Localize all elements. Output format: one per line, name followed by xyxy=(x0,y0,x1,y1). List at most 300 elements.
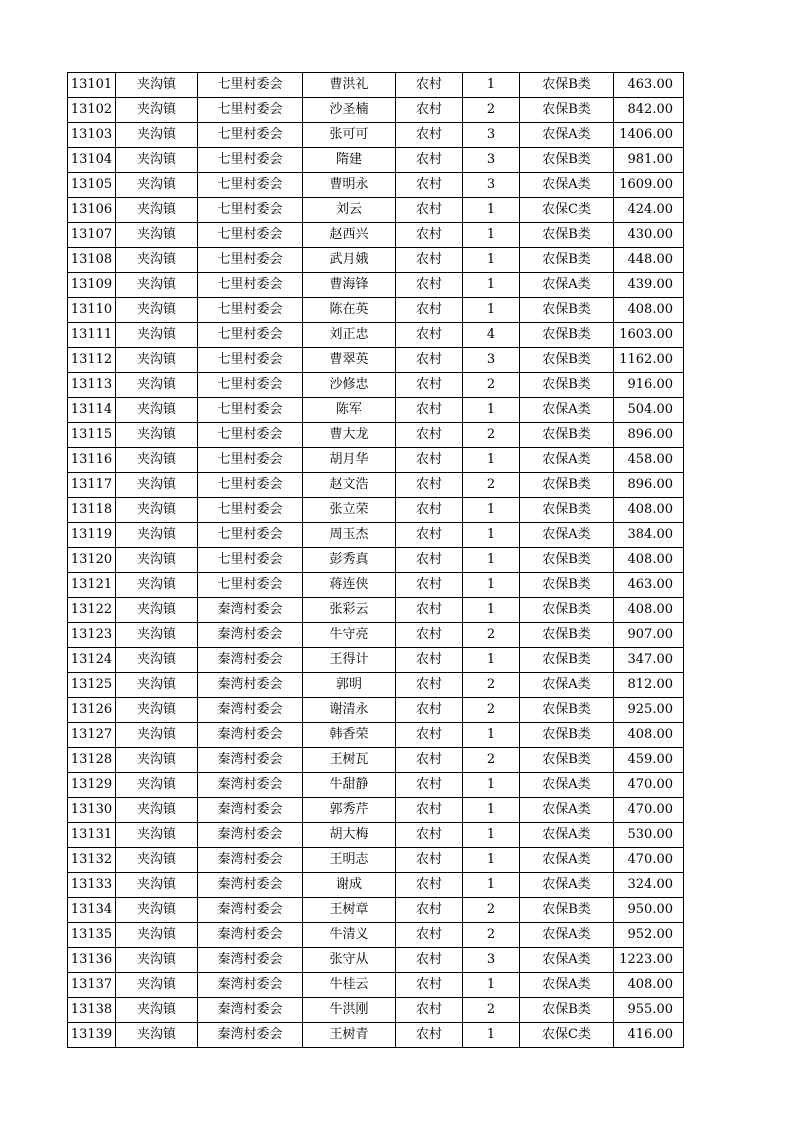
insurance-class-cell: 农保B类 xyxy=(520,473,614,498)
insurance-class-cell: 农保A类 xyxy=(520,523,614,548)
table-row xyxy=(68,448,684,473)
insurance-class-cell: 农保A类 xyxy=(520,173,614,198)
name-cell: 赵西兴 xyxy=(303,223,396,248)
village-committee-cell: 秦湾村委会 xyxy=(198,773,303,798)
name-cell: 王树瓦 xyxy=(303,748,396,773)
person-count-cell: 1 xyxy=(463,798,520,823)
record-number-cell: 13121 xyxy=(68,573,116,598)
village-committee-cell: 七里村委会 xyxy=(198,73,303,98)
village-committee-cell: 七里村委会 xyxy=(198,373,303,398)
name-cell: 张彩云 xyxy=(303,598,396,623)
household-type-cell: 农村 xyxy=(396,723,463,748)
amount-cell: 952.00 xyxy=(614,923,684,948)
insurance-class-cell: 农保B类 xyxy=(520,498,614,523)
name-cell: 沙圣楠 xyxy=(303,98,396,123)
record-number-cell: 13102 xyxy=(68,98,116,123)
record-number-cell: 13123 xyxy=(68,623,116,648)
person-count-cell: 2 xyxy=(463,473,520,498)
household-type-cell: 农村 xyxy=(396,98,463,123)
village-committee-cell: 七里村委会 xyxy=(198,448,303,473)
name-cell: 沙修忠 xyxy=(303,373,396,398)
amount-cell: 439.00 xyxy=(614,273,684,298)
village-committee-cell: 七里村委会 xyxy=(198,98,303,123)
name-cell: 彭秀真 xyxy=(303,548,396,573)
household-type-cell: 农村 xyxy=(396,573,463,598)
village-committee-cell: 秦湾村委会 xyxy=(198,623,303,648)
record-number-cell: 13114 xyxy=(68,398,116,423)
household-type-cell: 农村 xyxy=(396,423,463,448)
household-type-cell: 农村 xyxy=(396,998,463,1023)
village-committee-cell: 七里村委会 xyxy=(198,148,303,173)
record-number-cell: 13133 xyxy=(68,873,116,898)
village-committee-cell: 七里村委会 xyxy=(198,198,303,223)
household-type-cell: 农村 xyxy=(396,523,463,548)
household-type-cell: 农村 xyxy=(396,773,463,798)
village-committee-cell: 秦湾村委会 xyxy=(198,823,303,848)
table-row xyxy=(68,798,684,823)
record-number-cell: 13126 xyxy=(68,698,116,723)
insurance-class-cell: 农保B类 xyxy=(520,723,614,748)
name-cell: 牛守亮 xyxy=(303,623,396,648)
amount-cell: 347.00 xyxy=(614,648,684,673)
person-count-cell: 2 xyxy=(463,748,520,773)
table-row xyxy=(68,573,684,598)
name-cell: 王明志 xyxy=(303,848,396,873)
amount-cell: 955.00 xyxy=(614,998,684,1023)
village-committee-cell: 七里村委会 xyxy=(198,248,303,273)
record-number-cell: 13138 xyxy=(68,998,116,1023)
table-row xyxy=(68,998,684,1023)
village-committee-cell: 秦湾村委会 xyxy=(198,973,303,998)
name-cell: 蒋连侠 xyxy=(303,573,396,598)
record-number-cell: 13105 xyxy=(68,173,116,198)
name-cell: 陈军 xyxy=(303,398,396,423)
record-number-cell: 13131 xyxy=(68,823,116,848)
name-cell: 曹海锋 xyxy=(303,273,396,298)
person-count-cell: 2 xyxy=(463,923,520,948)
table-row xyxy=(68,1023,684,1048)
record-number-cell: 13122 xyxy=(68,598,116,623)
table-body xyxy=(68,73,684,1048)
household-type-cell: 农村 xyxy=(396,173,463,198)
amount-cell: 324.00 xyxy=(614,873,684,898)
name-cell: 王树章 xyxy=(303,898,396,923)
record-number-cell: 13108 xyxy=(68,248,116,273)
town-cell: 夹沟镇 xyxy=(116,298,198,323)
amount-cell: 812.00 xyxy=(614,673,684,698)
amount-cell: 430.00 xyxy=(614,223,684,248)
person-count-cell: 1 xyxy=(463,773,520,798)
table-row xyxy=(68,323,684,348)
record-number-cell: 13124 xyxy=(68,648,116,673)
town-cell: 夹沟镇 xyxy=(116,873,198,898)
person-count-cell: 1 xyxy=(463,273,520,298)
household-type-cell: 农村 xyxy=(396,298,463,323)
insurance-class-cell: 农保A类 xyxy=(520,123,614,148)
insurance-class-cell: 农保B类 xyxy=(520,323,614,348)
household-type-cell: 农村 xyxy=(396,198,463,223)
insurance-class-cell: 农保A类 xyxy=(520,448,614,473)
person-count-cell: 2 xyxy=(463,898,520,923)
household-type-cell: 农村 xyxy=(396,248,463,273)
record-number-cell: 13112 xyxy=(68,348,116,373)
record-number-cell: 13137 xyxy=(68,973,116,998)
table-row xyxy=(68,148,684,173)
table-row xyxy=(68,423,684,448)
insurance-class-cell: 农保C类 xyxy=(520,198,614,223)
table-row xyxy=(68,948,684,973)
village-committee-cell: 秦湾村委会 xyxy=(198,723,303,748)
table-row xyxy=(68,373,684,398)
record-number-cell: 13118 xyxy=(68,498,116,523)
village-committee-cell: 秦湾村委会 xyxy=(198,698,303,723)
household-type-cell: 农村 xyxy=(396,473,463,498)
village-committee-cell: 七里村委会 xyxy=(198,523,303,548)
amount-cell: 408.00 xyxy=(614,498,684,523)
household-type-cell: 农村 xyxy=(396,898,463,923)
village-committee-cell: 七里村委会 xyxy=(198,423,303,448)
table-row xyxy=(68,223,684,248)
record-number-cell: 13109 xyxy=(68,273,116,298)
town-cell: 夹沟镇 xyxy=(116,173,198,198)
record-number-cell: 13117 xyxy=(68,473,116,498)
name-cell: 刘正忠 xyxy=(303,323,396,348)
name-cell: 牛桂云 xyxy=(303,973,396,998)
table-row xyxy=(68,848,684,873)
person-count-cell: 2 xyxy=(463,423,520,448)
table-row xyxy=(68,823,684,848)
name-cell: 周玉杰 xyxy=(303,523,396,548)
village-committee-cell: 七里村委会 xyxy=(198,173,303,198)
town-cell: 夹沟镇 xyxy=(116,848,198,873)
village-committee-cell: 七里村委会 xyxy=(198,123,303,148)
town-cell: 夹沟镇 xyxy=(116,473,198,498)
name-cell: 曹洪礼 xyxy=(303,73,396,98)
table-row xyxy=(68,398,684,423)
insurance-class-cell: 农保B类 xyxy=(520,698,614,723)
household-type-cell: 农村 xyxy=(396,498,463,523)
record-number-cell: 13135 xyxy=(68,923,116,948)
table-row xyxy=(68,348,684,373)
village-committee-cell: 七里村委会 xyxy=(198,223,303,248)
town-cell: 夹沟镇 xyxy=(116,398,198,423)
insurance-class-cell: 农保B类 xyxy=(520,648,614,673)
amount-cell: 925.00 xyxy=(614,698,684,723)
amount-cell: 458.00 xyxy=(614,448,684,473)
village-committee-cell: 秦湾村委会 xyxy=(198,798,303,823)
person-count-cell: 2 xyxy=(463,373,520,398)
town-cell: 夹沟镇 xyxy=(116,998,198,1023)
town-cell: 夹沟镇 xyxy=(116,323,198,348)
village-committee-cell: 秦湾村委会 xyxy=(198,598,303,623)
insurance-class-cell: 农保B类 xyxy=(520,248,614,273)
record-number-cell: 13110 xyxy=(68,298,116,323)
insurance-class-cell: 农保B类 xyxy=(520,548,614,573)
household-type-cell: 农村 xyxy=(396,673,463,698)
person-count-cell: 1 xyxy=(463,298,520,323)
amount-cell: 1223.00 xyxy=(614,948,684,973)
household-type-cell: 农村 xyxy=(396,698,463,723)
insurance-class-cell: 农保B类 xyxy=(520,623,614,648)
household-type-cell: 农村 xyxy=(396,648,463,673)
record-number-cell: 13127 xyxy=(68,723,116,748)
person-count-cell: 3 xyxy=(463,148,520,173)
amount-cell: 408.00 xyxy=(614,973,684,998)
village-committee-cell: 七里村委会 xyxy=(198,398,303,423)
amount-cell: 470.00 xyxy=(614,798,684,823)
name-cell: 胡月华 xyxy=(303,448,396,473)
person-count-cell: 1 xyxy=(463,498,520,523)
person-count-cell: 2 xyxy=(463,623,520,648)
record-number-cell: 13113 xyxy=(68,373,116,398)
amount-cell: 1603.00 xyxy=(614,323,684,348)
household-type-cell: 农村 xyxy=(396,148,463,173)
name-cell: 胡大梅 xyxy=(303,823,396,848)
insurance-class-cell: 农保A类 xyxy=(520,873,614,898)
household-type-cell: 农村 xyxy=(396,323,463,348)
name-cell: 谢成 xyxy=(303,873,396,898)
household-type-cell: 农村 xyxy=(396,348,463,373)
household-type-cell: 农村 xyxy=(396,873,463,898)
name-cell: 牛洪刚 xyxy=(303,998,396,1023)
amount-cell: 408.00 xyxy=(614,723,684,748)
person-count-cell: 1 xyxy=(463,448,520,473)
name-cell: 曹明永 xyxy=(303,173,396,198)
town-cell: 夹沟镇 xyxy=(116,423,198,448)
name-cell: 牛甜静 xyxy=(303,773,396,798)
record-number-cell: 13101 xyxy=(68,73,116,98)
name-cell: 韩香荣 xyxy=(303,723,396,748)
table-row xyxy=(68,773,684,798)
amount-cell: 1609.00 xyxy=(614,173,684,198)
household-type-cell: 农村 xyxy=(396,73,463,98)
name-cell: 张立荣 xyxy=(303,498,396,523)
insurance-class-cell: 农保B类 xyxy=(520,298,614,323)
person-count-cell: 1 xyxy=(463,973,520,998)
town-cell: 夹沟镇 xyxy=(116,698,198,723)
person-count-cell: 1 xyxy=(463,848,520,873)
person-count-cell: 1 xyxy=(463,398,520,423)
person-count-cell: 2 xyxy=(463,673,520,698)
table-row xyxy=(68,548,684,573)
insurance-class-cell: 农保B类 xyxy=(520,73,614,98)
person-count-cell: 2 xyxy=(463,98,520,123)
name-cell: 赵文浩 xyxy=(303,473,396,498)
amount-cell: 384.00 xyxy=(614,523,684,548)
amount-cell: 916.00 xyxy=(614,373,684,398)
town-cell: 夹沟镇 xyxy=(116,373,198,398)
village-committee-cell: 秦湾村委会 xyxy=(198,948,303,973)
village-committee-cell: 七里村委会 xyxy=(198,348,303,373)
town-cell: 夹沟镇 xyxy=(116,198,198,223)
table-row xyxy=(68,173,684,198)
household-type-cell: 农村 xyxy=(396,973,463,998)
town-cell: 夹沟镇 xyxy=(116,673,198,698)
insurance-class-cell: 农保A类 xyxy=(520,273,614,298)
village-committee-cell: 七里村委会 xyxy=(198,273,303,298)
person-count-cell: 3 xyxy=(463,173,520,198)
town-cell: 夹沟镇 xyxy=(116,248,198,273)
insurance-class-cell: 农保B类 xyxy=(520,598,614,623)
town-cell: 夹沟镇 xyxy=(116,448,198,473)
insurance-class-cell: 农保A类 xyxy=(520,673,614,698)
record-number-cell: 13115 xyxy=(68,423,116,448)
name-cell: 刘云 xyxy=(303,198,396,223)
household-type-cell: 农村 xyxy=(396,373,463,398)
amount-cell: 1406.00 xyxy=(614,123,684,148)
table-row xyxy=(68,623,684,648)
town-cell: 夹沟镇 xyxy=(116,1023,198,1048)
town-cell: 夹沟镇 xyxy=(116,598,198,623)
record-number-cell: 13106 xyxy=(68,198,116,223)
table-row xyxy=(68,673,684,698)
insurance-class-cell: 农保B类 xyxy=(520,998,614,1023)
insurance-class-cell: 农保B类 xyxy=(520,148,614,173)
insurance-class-cell: 农保B类 xyxy=(520,373,614,398)
insurance-class-cell: 农保A类 xyxy=(520,923,614,948)
village-committee-cell: 七里村委会 xyxy=(198,573,303,598)
record-number-cell: 13120 xyxy=(68,548,116,573)
amount-cell: 530.00 xyxy=(614,823,684,848)
household-type-cell: 农村 xyxy=(396,398,463,423)
household-type-cell: 农村 xyxy=(396,948,463,973)
record-number-cell: 13129 xyxy=(68,773,116,798)
amount-cell: 907.00 xyxy=(614,623,684,648)
table-row xyxy=(68,923,684,948)
village-committee-cell: 秦湾村委会 xyxy=(198,998,303,1023)
table-row xyxy=(68,598,684,623)
household-type-cell: 农村 xyxy=(396,1023,463,1048)
household-type-cell: 农村 xyxy=(396,548,463,573)
insurance-class-cell: 农保B类 xyxy=(520,223,614,248)
amount-cell: 470.00 xyxy=(614,848,684,873)
insurance-class-cell: 农保B类 xyxy=(520,348,614,373)
table-row xyxy=(68,248,684,273)
amount-cell: 459.00 xyxy=(614,748,684,773)
name-cell: 曹翠英 xyxy=(303,348,396,373)
name-cell: 王得计 xyxy=(303,648,396,673)
person-count-cell: 1 xyxy=(463,1023,520,1048)
amount-cell: 981.00 xyxy=(614,148,684,173)
town-cell: 夹沟镇 xyxy=(116,98,198,123)
town-cell: 夹沟镇 xyxy=(116,123,198,148)
name-cell: 隋建 xyxy=(303,148,396,173)
record-number-cell: 13134 xyxy=(68,898,116,923)
amount-cell: 470.00 xyxy=(614,773,684,798)
household-type-cell: 农村 xyxy=(396,848,463,873)
insurance-class-cell: 农保A类 xyxy=(520,773,614,798)
record-number-cell: 13139 xyxy=(68,1023,116,1048)
table-row xyxy=(68,473,684,498)
table-row xyxy=(68,698,684,723)
person-count-cell: 1 xyxy=(463,198,520,223)
town-cell: 夹沟镇 xyxy=(116,948,198,973)
table-row xyxy=(68,748,684,773)
household-type-cell: 农村 xyxy=(396,748,463,773)
name-cell: 王树青 xyxy=(303,1023,396,1048)
record-number-cell: 13116 xyxy=(68,448,116,473)
name-cell: 张可可 xyxy=(303,123,396,148)
person-count-cell: 4 xyxy=(463,323,520,348)
town-cell: 夹沟镇 xyxy=(116,348,198,373)
amount-cell: 842.00 xyxy=(614,98,684,123)
amount-cell: 463.00 xyxy=(614,73,684,98)
name-cell: 谢清永 xyxy=(303,698,396,723)
town-cell: 夹沟镇 xyxy=(116,748,198,773)
person-count-cell: 1 xyxy=(463,823,520,848)
table-row xyxy=(68,98,684,123)
amount-cell: 1162.00 xyxy=(614,348,684,373)
name-cell: 武月娥 xyxy=(303,248,396,273)
record-number-cell: 13130 xyxy=(68,798,116,823)
record-number-cell: 13103 xyxy=(68,123,116,148)
person-count-cell: 3 xyxy=(463,123,520,148)
insurance-class-cell: 农保A类 xyxy=(520,823,614,848)
record-number-cell: 13111 xyxy=(68,323,116,348)
village-committee-cell: 秦湾村委会 xyxy=(198,923,303,948)
person-count-cell: 1 xyxy=(463,723,520,748)
table-row xyxy=(68,273,684,298)
household-type-cell: 农村 xyxy=(396,598,463,623)
town-cell: 夹沟镇 xyxy=(116,273,198,298)
household-type-cell: 农村 xyxy=(396,798,463,823)
village-committee-cell: 七里村委会 xyxy=(198,298,303,323)
household-type-cell: 农村 xyxy=(396,923,463,948)
town-cell: 夹沟镇 xyxy=(116,973,198,998)
record-number-cell: 13125 xyxy=(68,673,116,698)
amount-cell: 504.00 xyxy=(614,398,684,423)
town-cell: 夹沟镇 xyxy=(116,573,198,598)
town-cell: 夹沟镇 xyxy=(116,723,198,748)
insurance-class-cell: 农保B类 xyxy=(520,423,614,448)
record-number-cell: 13136 xyxy=(68,948,116,973)
town-cell: 夹沟镇 xyxy=(116,223,198,248)
insurance-class-cell: 农保A类 xyxy=(520,398,614,423)
record-number-cell: 13107 xyxy=(68,223,116,248)
town-cell: 夹沟镇 xyxy=(116,73,198,98)
village-committee-cell: 秦湾村委会 xyxy=(198,848,303,873)
town-cell: 夹沟镇 xyxy=(116,548,198,573)
amount-cell: 463.00 xyxy=(614,573,684,598)
amount-cell: 950.00 xyxy=(614,898,684,923)
town-cell: 夹沟镇 xyxy=(116,773,198,798)
village-committee-cell: 七里村委会 xyxy=(198,548,303,573)
person-count-cell: 1 xyxy=(463,73,520,98)
household-type-cell: 农村 xyxy=(396,448,463,473)
household-type-cell: 农村 xyxy=(396,273,463,298)
table-row xyxy=(68,298,684,323)
person-count-cell: 1 xyxy=(463,873,520,898)
amount-cell: 424.00 xyxy=(614,198,684,223)
village-committee-cell: 七里村委会 xyxy=(198,323,303,348)
table-row xyxy=(68,123,684,148)
amount-cell: 408.00 xyxy=(614,598,684,623)
table-row xyxy=(68,973,684,998)
insurance-class-cell: 农保A类 xyxy=(520,948,614,973)
person-count-cell: 1 xyxy=(463,598,520,623)
village-committee-cell: 七里村委会 xyxy=(198,498,303,523)
town-cell: 夹沟镇 xyxy=(116,523,198,548)
insurance-class-cell: 农保B类 xyxy=(520,748,614,773)
town-cell: 夹沟镇 xyxy=(116,623,198,648)
village-committee-cell: 秦湾村委会 xyxy=(198,873,303,898)
village-committee-cell: 秦湾村委会 xyxy=(198,673,303,698)
amount-cell: 416.00 xyxy=(614,1023,684,1048)
amount-cell: 448.00 xyxy=(614,248,684,273)
table-row xyxy=(68,498,684,523)
household-type-cell: 农村 xyxy=(396,823,463,848)
name-cell: 郭明 xyxy=(303,673,396,698)
